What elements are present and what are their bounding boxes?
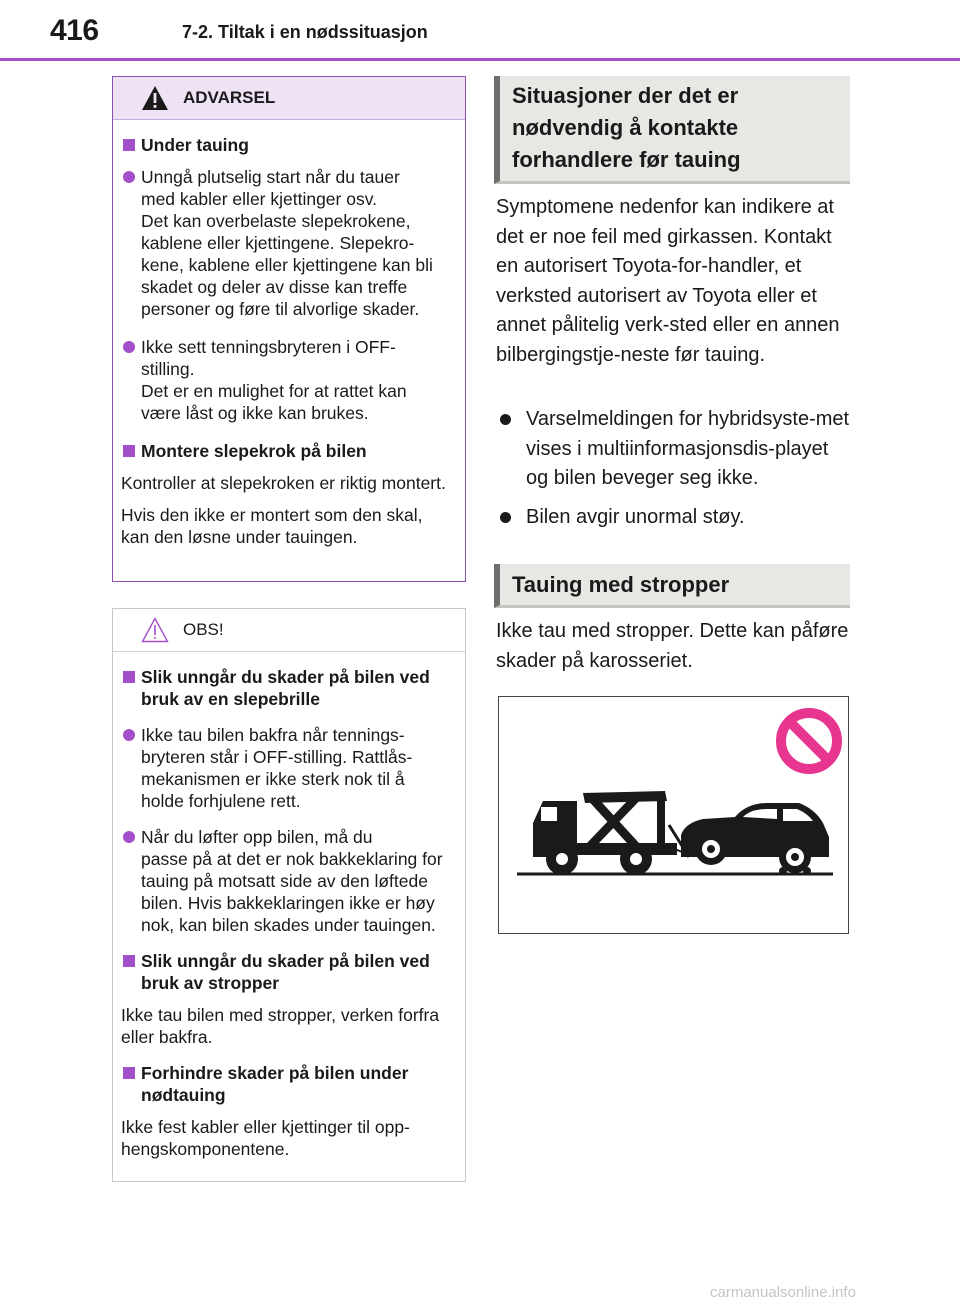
notice-body — [113, 652, 465, 1160]
square-bullet-icon — [123, 139, 135, 151]
warning-subheading: Montere slepekrok på bilen — [121, 440, 449, 462]
intro-paragraph: Symptomene nedenfor kan indikere at det er noe feil med girkassen. Kontakt en autorisert Toyota-for-handler, et verksted autorisert av Toyota eller et annet pålitelig verk-sted eller en annen bilbergingstje-neste før tauing. — [496, 196, 840, 366]
round-bullet-icon — [500, 512, 511, 523]
notice-paragraph: Ikke tau bilen med stropper, verken forfra eller bakfra. — [121, 1005, 440, 1047]
warning-paragraph: Kontroller at slepekroken er riktig montert. — [121, 473, 446, 493]
caution-triangle-icon — [141, 617, 169, 643]
page-number: 416 — [50, 14, 99, 47]
prohibited-icon — [781, 713, 837, 769]
notice-bullet: Når du løfter opp bilen, må du passe på at det er nok bakkeklaring for tauing på motsatt side av den løftede bilen. Hvis bakkeklaringen ikke er høy nok, kan bilen skades under tauingen. — [121, 826, 449, 936]
symptom-bullet: Varselmeldingen for hybridsyste-met vises i multiinformasjonsdis-playet og bilen beveger seg ikke. — [496, 405, 856, 494]
header-rule — [0, 58, 960, 61]
warning-box-header — [113, 77, 465, 120]
tow-truck-with-strap-icon — [499, 697, 848, 933]
watermark: carmanualsonline.info — [710, 1284, 856, 1301]
square-bullet-icon — [123, 1067, 135, 1079]
warning-body — [113, 120, 465, 548]
section-title: 7-2. Tiltak i en nødssituasjon — [182, 22, 428, 42]
page-header — [0, 0, 960, 62]
square-bullet-icon — [123, 671, 135, 683]
notice-subheading: Slik unngår du skader på bilen ved bruk av en slepebrille — [121, 666, 449, 710]
notice-bullet: Ikke tau bilen bakfra når tennings- bryteren står i OFF-stilling. Rattlås-mekanismen er ikke sterk nok til å holde forhjulene rett. — [121, 724, 449, 812]
round-bullet-icon — [123, 729, 135, 741]
notice-box — [112, 608, 466, 1182]
tow-illustration — [498, 696, 849, 934]
round-bullet-icon — [500, 414, 511, 425]
round-bullet-icon — [123, 171, 135, 183]
warning-title: ADVARSEL — [183, 88, 276, 107]
notice-subheading: Slik unngår du skader på bilen ved bruk av stropper — [121, 950, 449, 994]
warning-subheading: Under tauing — [121, 134, 449, 156]
square-bullet-icon — [123, 955, 135, 967]
symptom-bullet: Bilen avgir unormal støy. — [496, 503, 856, 533]
notice-box-header — [113, 609, 465, 652]
round-bullet-icon — [123, 831, 135, 843]
notice-paragraph: Ikke fest kabler eller kjettinger til opp-hengskomponentene. — [121, 1117, 410, 1159]
straps-paragraph: Ikke tau med stropper. Dette kan påføre skader på karosseriet. — [496, 620, 849, 672]
warning-bullet: Ikke sett tenningsbryteren i OFF- stilling. Det er en mulighet for at rattet kan være låst og ikke kan brukes. — [121, 336, 449, 424]
warning-box — [112, 76, 466, 582]
round-bullet-icon — [123, 341, 135, 353]
warning-triangle-icon — [141, 85, 169, 111]
notice-title: OBS! — [183, 620, 224, 639]
heading-contact-dealer: Situasjoner der det er nødvendig å kontakte forhandlere før tauing — [494, 76, 850, 184]
heading-towing-straps: Tauing med stropper — [494, 564, 850, 608]
notice-subheading: Forhindre skader på bilen under nødtauing — [121, 1062, 449, 1106]
warning-paragraph: Hvis den ikke er montert som den skal, kan den løsne under tauingen. — [121, 505, 423, 547]
square-bullet-icon — [123, 445, 135, 457]
warning-bullet: Unngå plutselig start når du tauer med kabler eller kjettinger osv. Det kan overbelaste slepekrokene, kablene eller kjettingene. Slepekro-kene, kablene eller kjettingene kan bli skadet og deler av disse kan treffe personer og føre til alvorlige skader. — [121, 166, 449, 320]
